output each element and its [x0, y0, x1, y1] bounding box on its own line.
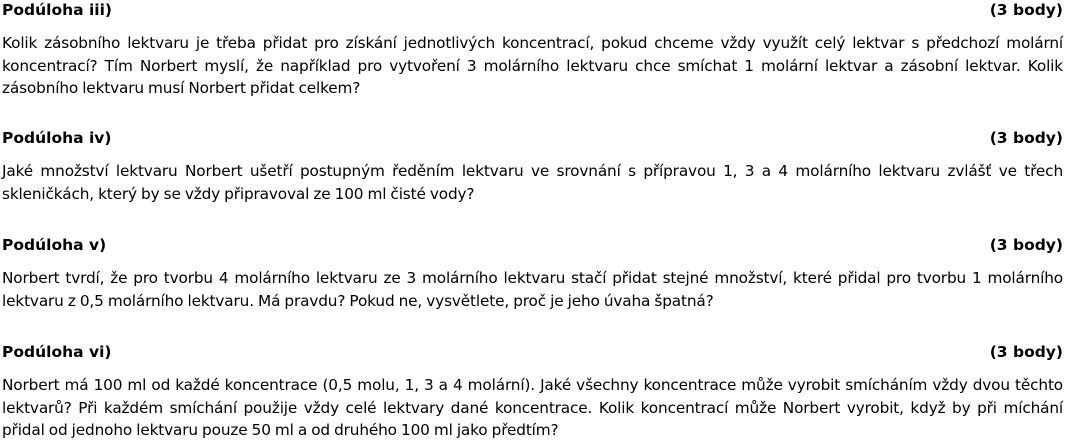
subtask-iii	[2, 0, 1063, 100]
subtask-v	[2, 234, 1063, 312]
subtask-text: Jaké množství lektvaru Norbert ušetří postupným ředěním lektvaru ve srovnání s přípravou 1, 3 a 4 molárního lektvaru zvlášť ve třech skleničkách, který by se vždy připravoval ze 100 ml čisté vody?	[2, 162, 1063, 203]
subtask-title: Podúloha iv)	[2, 129, 112, 147]
subtask-text: Norbert má 100 ml od každé koncentrace (0,5 molu, 1, 3 a 4 molární). Jaké všechny koncentrace může vyrobit smícháním vždy dvou těchto lektvarů? Při každém smíchání použije vždy celé lektvary dané koncentrace. Kolik koncentrací může Norbert vyrobit, když by při míchání přidal od jednoho lektvaru pouze 50 ml a od druhého 100 ml jako předtím?	[2, 376, 1063, 439]
subtask-points: (3 body)	[989, 1, 1063, 19]
subtask-header	[2, 341, 1063, 363]
subtask-title: Podúloha iii)	[2, 1, 113, 19]
subtask-text: Kolik zásobního lektvaru je třeba přidat pro získání jednotlivých koncentrací, pokud chceme vždy využít celý lektvar s předchozí molární koncentrací? Tím Norbert myslí, že například pro vytvoření 3 molárního lektvaru chce smíchat 1 molární lektvar a zásobní lektvar. Kolik zásobního lektvaru musí Norbert přidat celkem?	[2, 34, 1063, 97]
subtask-header	[2, 234, 1063, 256]
subtask-points: (3 body)	[989, 236, 1063, 254]
subtask-points: (3 body)	[989, 129, 1063, 147]
subtask-text: Norbert tvrdí, že pro tvorbu 4 molárního lektvaru ze 3 molárního lektvaru stačí přidat stejné množství, které přidal pro tvorbu 1 molárního lektvaru z 0,5 molárního lektvaru. Má pravdu? Pokud ne, vysvětlete, proč je jeho úvaha špatná?	[2, 269, 1063, 310]
subtask-title: Podúloha vi)	[2, 343, 112, 361]
subtask-points: (3 body)	[989, 343, 1063, 361]
subtask-title: Podúloha v)	[2, 236, 107, 254]
subtask-vi	[2, 341, 1063, 442]
subtask-header	[2, 127, 1063, 149]
subtask-header	[2, 0, 1063, 21]
subtask-iv	[2, 127, 1063, 205]
